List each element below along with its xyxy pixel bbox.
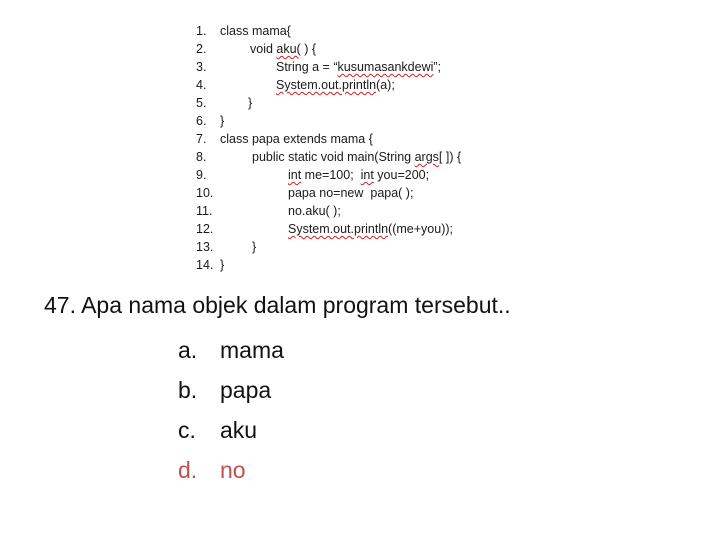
code-text xyxy=(288,184,413,202)
code-text xyxy=(248,94,252,112)
code-text xyxy=(250,40,316,58)
line-number: 1. xyxy=(196,24,207,38)
code-fragment: } xyxy=(252,240,257,254)
code-text xyxy=(220,112,224,130)
code-line xyxy=(190,148,490,166)
line-number: 5. xyxy=(196,96,207,110)
code-fragment: ((me+you)); xyxy=(388,222,453,236)
code-text xyxy=(252,148,461,166)
code-fragment: } xyxy=(220,258,225,272)
code-fragment: class mama{ xyxy=(220,24,291,38)
code-fragment: you=200; xyxy=(373,168,430,182)
spellcheck-word: println xyxy=(342,78,377,92)
code-fragment: [ ]) { xyxy=(438,150,462,164)
code-line xyxy=(190,22,490,40)
spellcheck-word: aku( xyxy=(276,42,301,56)
code-text xyxy=(288,202,341,220)
code-fragment: String a = “ xyxy=(276,60,338,74)
line-number: 11. xyxy=(196,204,213,218)
line-number: 14. xyxy=(196,258,214,272)
spellcheck-word: System.out. xyxy=(276,78,342,92)
code-fragment: ) { xyxy=(300,42,317,56)
code-text xyxy=(276,58,441,76)
option-letter: b. xyxy=(178,377,198,403)
code-line xyxy=(190,166,490,184)
code-text xyxy=(252,238,256,256)
option-text: no xyxy=(220,457,246,483)
code-line xyxy=(190,94,490,112)
code-text xyxy=(288,220,453,238)
code-line xyxy=(190,40,490,58)
code-fragment: (a); xyxy=(376,78,395,92)
spellcheck-word: kusumasankdewi xyxy=(337,60,434,74)
spellcheck-word: int xyxy=(360,168,374,182)
spellcheck-word: args xyxy=(414,150,439,164)
line-number: 6. xyxy=(196,114,207,128)
option-text: papa xyxy=(220,377,272,403)
option-text: mama xyxy=(220,337,284,363)
code-line xyxy=(190,184,490,202)
line-number: 7. xyxy=(196,132,207,146)
code-text xyxy=(220,22,291,40)
code-fragment: me=100; xyxy=(301,168,361,182)
code-line xyxy=(190,112,490,130)
option-text: aku xyxy=(220,417,258,443)
code-fragment: class papa extends mama { xyxy=(220,132,373,146)
code-fragment: papa no=new papa( ); xyxy=(288,186,414,200)
code-line xyxy=(190,220,490,238)
spellcheck-word: System.out. xyxy=(288,222,354,236)
spellcheck-word: println xyxy=(354,222,389,236)
code-fragment: public static void main(String xyxy=(252,150,415,164)
code-text xyxy=(220,256,224,274)
code-fragment: no.aku( ); xyxy=(288,204,341,218)
line-number: 12. xyxy=(196,222,214,236)
line-number: 8. xyxy=(196,150,207,164)
code-listing xyxy=(190,22,490,274)
line-number: 4. xyxy=(196,78,207,92)
line-number: 2. xyxy=(196,42,207,56)
question-text: 47. Apa nama objek dalam program tersebut.. xyxy=(44,292,511,318)
code-text xyxy=(220,130,373,148)
line-number: 3. xyxy=(196,60,207,74)
code-line xyxy=(190,58,490,76)
line-number: 9. xyxy=(196,168,207,182)
option-letter: a. xyxy=(178,337,198,363)
option-letter: d. xyxy=(178,457,198,483)
code-line xyxy=(190,256,490,274)
line-number: 10. xyxy=(196,186,214,200)
code-fragment: ”; xyxy=(433,60,442,74)
code-line xyxy=(190,130,490,148)
code-fragment: } xyxy=(220,114,225,128)
line-number: 13. xyxy=(196,240,214,254)
code-text xyxy=(276,76,395,94)
code-line xyxy=(190,202,490,220)
code-text xyxy=(288,166,429,184)
code-fragment: void xyxy=(250,42,277,56)
option-letter: c. xyxy=(178,417,196,443)
code-line xyxy=(190,76,490,94)
spellcheck-word: int xyxy=(288,168,302,182)
code-line xyxy=(190,238,490,256)
code-fragment: } xyxy=(248,96,253,110)
